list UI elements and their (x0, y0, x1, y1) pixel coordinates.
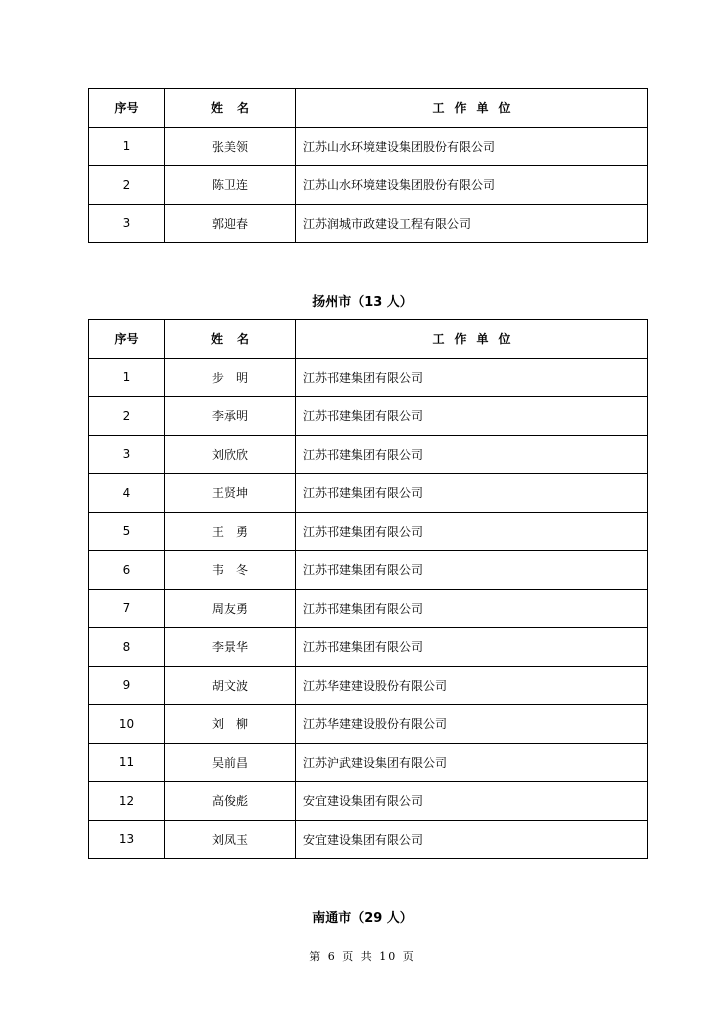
header-name: 姓名 (165, 320, 296, 359)
table-row (89, 166, 648, 205)
row-unit: 江苏邗建集团有限公司 (296, 551, 648, 590)
header-name: 姓名 (165, 89, 296, 128)
row-index: 3 (89, 204, 165, 243)
row-name: 张美领 (165, 127, 296, 166)
row-name: 高俊彪 (165, 782, 296, 821)
row-name: 刘 柳 (165, 705, 296, 744)
row-unit: 江苏邗建集团有限公司 (296, 435, 648, 474)
table-row (89, 474, 648, 513)
header-unit: 工作单位 (296, 89, 648, 128)
row-unit: 江苏沪武建设集团有限公司 (296, 743, 648, 782)
row-index: 9 (89, 666, 165, 705)
row-unit: 江苏邗建集团有限公司 (296, 397, 648, 436)
table-row (89, 705, 648, 744)
row-name: 韦 冬 (165, 551, 296, 590)
row-index: 1 (89, 358, 165, 397)
row-index: 1 (89, 127, 165, 166)
row-name: 步 明 (165, 358, 296, 397)
row-name: 李景华 (165, 628, 296, 667)
row-index: 12 (89, 782, 165, 821)
row-index: 4 (89, 474, 165, 513)
row-unit: 江苏邗建集团有限公司 (296, 358, 648, 397)
row-name: 刘欣欣 (165, 435, 296, 474)
row-index: 8 (89, 628, 165, 667)
row-index: 5 (89, 512, 165, 551)
row-unit: 江苏山水环境建设集团股份有限公司 (296, 127, 648, 166)
table-row (89, 782, 648, 821)
row-name: 吴前昌 (165, 743, 296, 782)
row-name: 胡文波 (165, 666, 296, 705)
row-index: 13 (89, 820, 165, 859)
row-index: 10 (89, 705, 165, 744)
row-index: 2 (89, 166, 165, 205)
table-row (89, 397, 648, 436)
row-index: 7 (89, 589, 165, 628)
table-row (89, 127, 648, 166)
row-unit: 江苏华建建设股份有限公司 (296, 705, 648, 744)
table-row (89, 743, 648, 782)
row-unit: 江苏邗建集团有限公司 (296, 628, 648, 667)
row-unit: 江苏邗建集团有限公司 (296, 474, 648, 513)
row-name: 郭迎春 (165, 204, 296, 243)
header-index: 序号 (89, 320, 165, 359)
row-index: 11 (89, 743, 165, 782)
table-row (89, 358, 648, 397)
table-row (89, 589, 648, 628)
row-name: 周友勇 (165, 589, 296, 628)
table-row (89, 551, 648, 590)
table-row (89, 820, 648, 859)
row-unit: 安宜建设集团有限公司 (296, 820, 648, 859)
row-unit: 江苏邗建集团有限公司 (296, 512, 648, 551)
row-index: 2 (89, 397, 165, 436)
header-unit: 工作单位 (296, 320, 648, 359)
row-name: 王贤坤 (165, 474, 296, 513)
table-row (89, 512, 648, 551)
row-index: 6 (89, 551, 165, 590)
row-unit: 安宜建设集团有限公司 (296, 782, 648, 821)
section-title-nantong: 南通市（29 人） (312, 911, 413, 926)
table-row (89, 204, 648, 243)
row-name: 王 勇 (165, 512, 296, 551)
table-row (89, 666, 648, 705)
row-name: 刘凤玉 (165, 820, 296, 859)
section-title-yangzhou: 扬州市（13 人） (312, 295, 413, 310)
row-name: 陈卫连 (165, 166, 296, 205)
table-header-row (89, 320, 648, 359)
personnel-table-continued (88, 88, 648, 243)
row-unit: 江苏邗建集团有限公司 (296, 589, 648, 628)
table-row (89, 435, 648, 474)
row-name: 李承明 (165, 397, 296, 436)
row-unit: 江苏华建建设股份有限公司 (296, 666, 648, 705)
row-unit: 江苏山水环境建设集团股份有限公司 (296, 166, 648, 205)
row-unit: 江苏润城市政建设工程有限公司 (296, 204, 648, 243)
row-index: 3 (89, 435, 165, 474)
page-footer: 第 6 页 共 10 页 (309, 950, 416, 963)
table-row (89, 628, 648, 667)
header-index: 序号 (89, 89, 165, 128)
personnel-table-yangzhou (88, 319, 648, 859)
table-header-row (89, 89, 648, 128)
